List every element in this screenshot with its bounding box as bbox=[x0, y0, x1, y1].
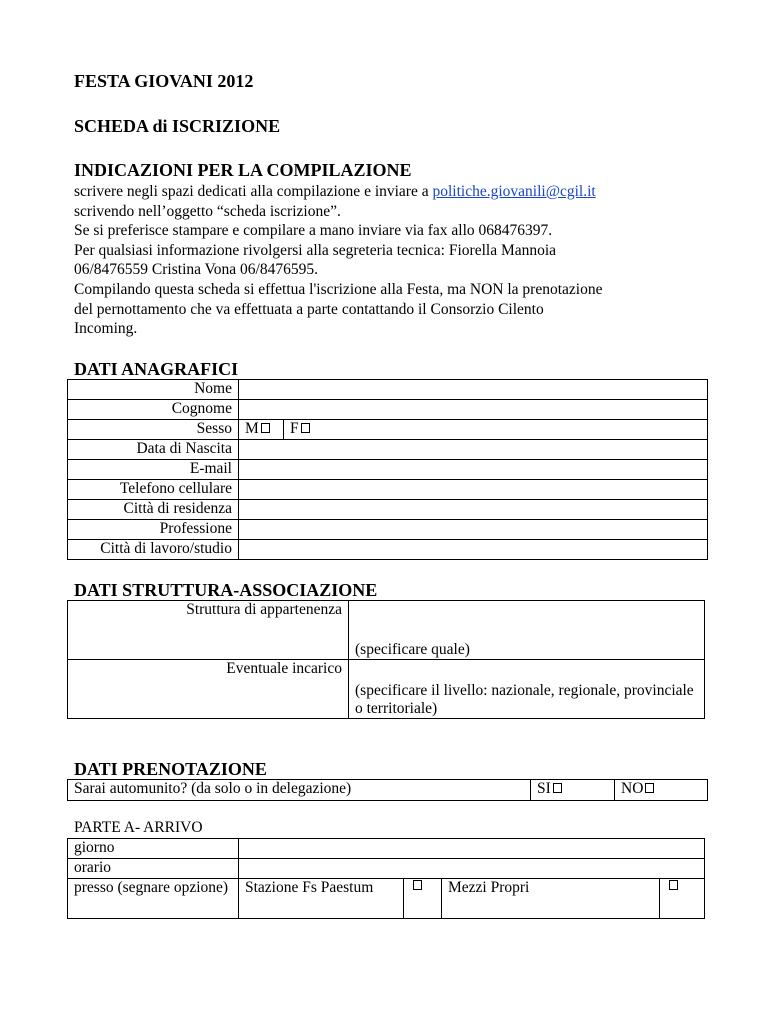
instructions-heading: INDICAZIONI PER LA COMPILAZIONE bbox=[74, 160, 412, 180]
instructions-line-6: Compilando questa scheda si effettua l'iscrizione alla Festa, ma NON la prenotazione bbox=[74, 280, 603, 298]
arrivo-table bbox=[67, 838, 705, 919]
automunito-question: Sarai automunito? (da solo o in delegazione) bbox=[68, 780, 531, 801]
instructions-text bbox=[74, 182, 734, 339]
checkbox-si[interactable] bbox=[553, 783, 562, 793]
appartenenza-field[interactable] bbox=[349, 601, 705, 660]
presso-label: presso (segnare opzione) bbox=[68, 879, 239, 919]
document-title: FESTA GIOVANI 2012 bbox=[74, 71, 254, 91]
instructions-line-8: Incoming. bbox=[74, 320, 138, 338]
orario-field[interactable] bbox=[239, 859, 705, 879]
email-label: E-mail bbox=[68, 460, 239, 480]
checkbox-f[interactable] bbox=[301, 423, 310, 433]
incarico-field[interactable] bbox=[349, 660, 705, 719]
telefono-field[interactable] bbox=[239, 480, 708, 500]
data-nascita-field[interactable] bbox=[239, 440, 708, 460]
cognome-label: Cognome bbox=[68, 400, 239, 420]
table-row bbox=[68, 879, 705, 919]
giorno-field[interactable] bbox=[239, 839, 705, 859]
citta-residenza-label: Città di residenza bbox=[68, 500, 239, 520]
giorno-label: giorno bbox=[68, 839, 239, 859]
sesso-f-option[interactable]: F bbox=[284, 420, 708, 440]
table-row bbox=[68, 660, 705, 719]
instructions-line-5: 06/8476559 Cristina Vona 06/8476595. bbox=[74, 261, 318, 279]
citta-residenza-field[interactable] bbox=[239, 500, 708, 520]
cognome-field[interactable] bbox=[239, 400, 708, 420]
checkbox-stazione[interactable] bbox=[413, 880, 422, 890]
anagrafici-table bbox=[67, 379, 708, 560]
appartenenza-hint: (specificare quale) bbox=[355, 641, 470, 658]
document-subtitle: SCHEDA di ISCRIZIONE bbox=[74, 116, 281, 136]
table-row bbox=[68, 500, 708, 520]
table-row bbox=[68, 859, 705, 879]
option-mezzi-label: Mezzi Propri bbox=[442, 879, 660, 919]
orario-label: orario bbox=[68, 859, 239, 879]
instructions-line-4: Per qualsiasi informazione rivolgersi alla segreteria tecnica: Fiorella Mannoia bbox=[74, 241, 557, 259]
citta-lavoro-field[interactable] bbox=[239, 540, 708, 560]
table-row bbox=[68, 540, 708, 560]
email-link[interactable]: politiche.giovanili@cgil.it bbox=[432, 183, 596, 200]
incarico-label: Eventuale incarico bbox=[68, 660, 349, 719]
table-row bbox=[68, 480, 708, 500]
table-row bbox=[68, 420, 708, 440]
table-row bbox=[68, 460, 708, 480]
appartenenza-label: Struttura di appartenenza bbox=[68, 601, 349, 660]
instructions-line-7: del pernottamento che va effettuata a parte contattando il Consorzio Cilento bbox=[74, 300, 544, 318]
automunito-no-option[interactable]: NO bbox=[615, 780, 708, 801]
anagrafici-heading: DATI ANAGRAFICI bbox=[74, 359, 239, 379]
struttura-heading: DATI STRUTTURA-ASSOCIAZIONE bbox=[74, 580, 378, 600]
table-row bbox=[68, 601, 705, 660]
telefono-label: Telefono cellulare bbox=[68, 480, 239, 500]
data-nascita-label: Data di Nascita bbox=[68, 440, 239, 460]
table-row bbox=[68, 440, 708, 460]
automunito-si-option[interactable]: SI bbox=[531, 780, 615, 801]
sesso-m-option[interactable]: M bbox=[239, 420, 284, 440]
professione-label: Professione bbox=[68, 520, 239, 540]
email-field[interactable] bbox=[239, 460, 708, 480]
instructions-line-1: scrivere negli spazi dedicati alla compilazione e inviare a politiche.giovanili@cgil.it bbox=[74, 183, 596, 200]
struttura-table bbox=[67, 600, 705, 719]
citta-lavoro-label: Città di lavoro/studio bbox=[68, 540, 239, 560]
arrivo-heading: PARTE A- ARRIVO bbox=[74, 819, 203, 836]
nome-field[interactable] bbox=[239, 380, 708, 400]
professione-field[interactable] bbox=[239, 520, 708, 540]
instructions-line-2: scrivendo nell’oggetto “scheda iscrizione”. bbox=[74, 202, 341, 220]
table-row bbox=[68, 839, 705, 859]
checkbox-mezzi[interactable] bbox=[669, 880, 678, 890]
prenotazione-table bbox=[67, 779, 708, 801]
incarico-hint: (specificare il livello: nazionale, regionale, provinciale o territoriale) bbox=[355, 682, 694, 717]
instructions-line-3: Se si preferisce stampare e compilare a mano inviare via fax allo 068476397. bbox=[74, 222, 553, 240]
table-row bbox=[68, 400, 708, 420]
nome-label: Nome bbox=[68, 380, 239, 400]
checkbox-m[interactable] bbox=[261, 423, 270, 433]
table-row bbox=[68, 780, 708, 801]
sesso-label: Sesso bbox=[68, 420, 239, 440]
prenotazione-heading: DATI PRENOTAZIONE bbox=[74, 759, 267, 779]
option-mezzi-cell[interactable] bbox=[660, 879, 705, 919]
table-row bbox=[68, 520, 708, 540]
option-stazione-label: Stazione Fs Paestum bbox=[239, 879, 404, 919]
checkbox-no[interactable] bbox=[645, 783, 654, 793]
option-stazione-cell[interactable] bbox=[404, 879, 442, 919]
table-row bbox=[68, 380, 708, 400]
